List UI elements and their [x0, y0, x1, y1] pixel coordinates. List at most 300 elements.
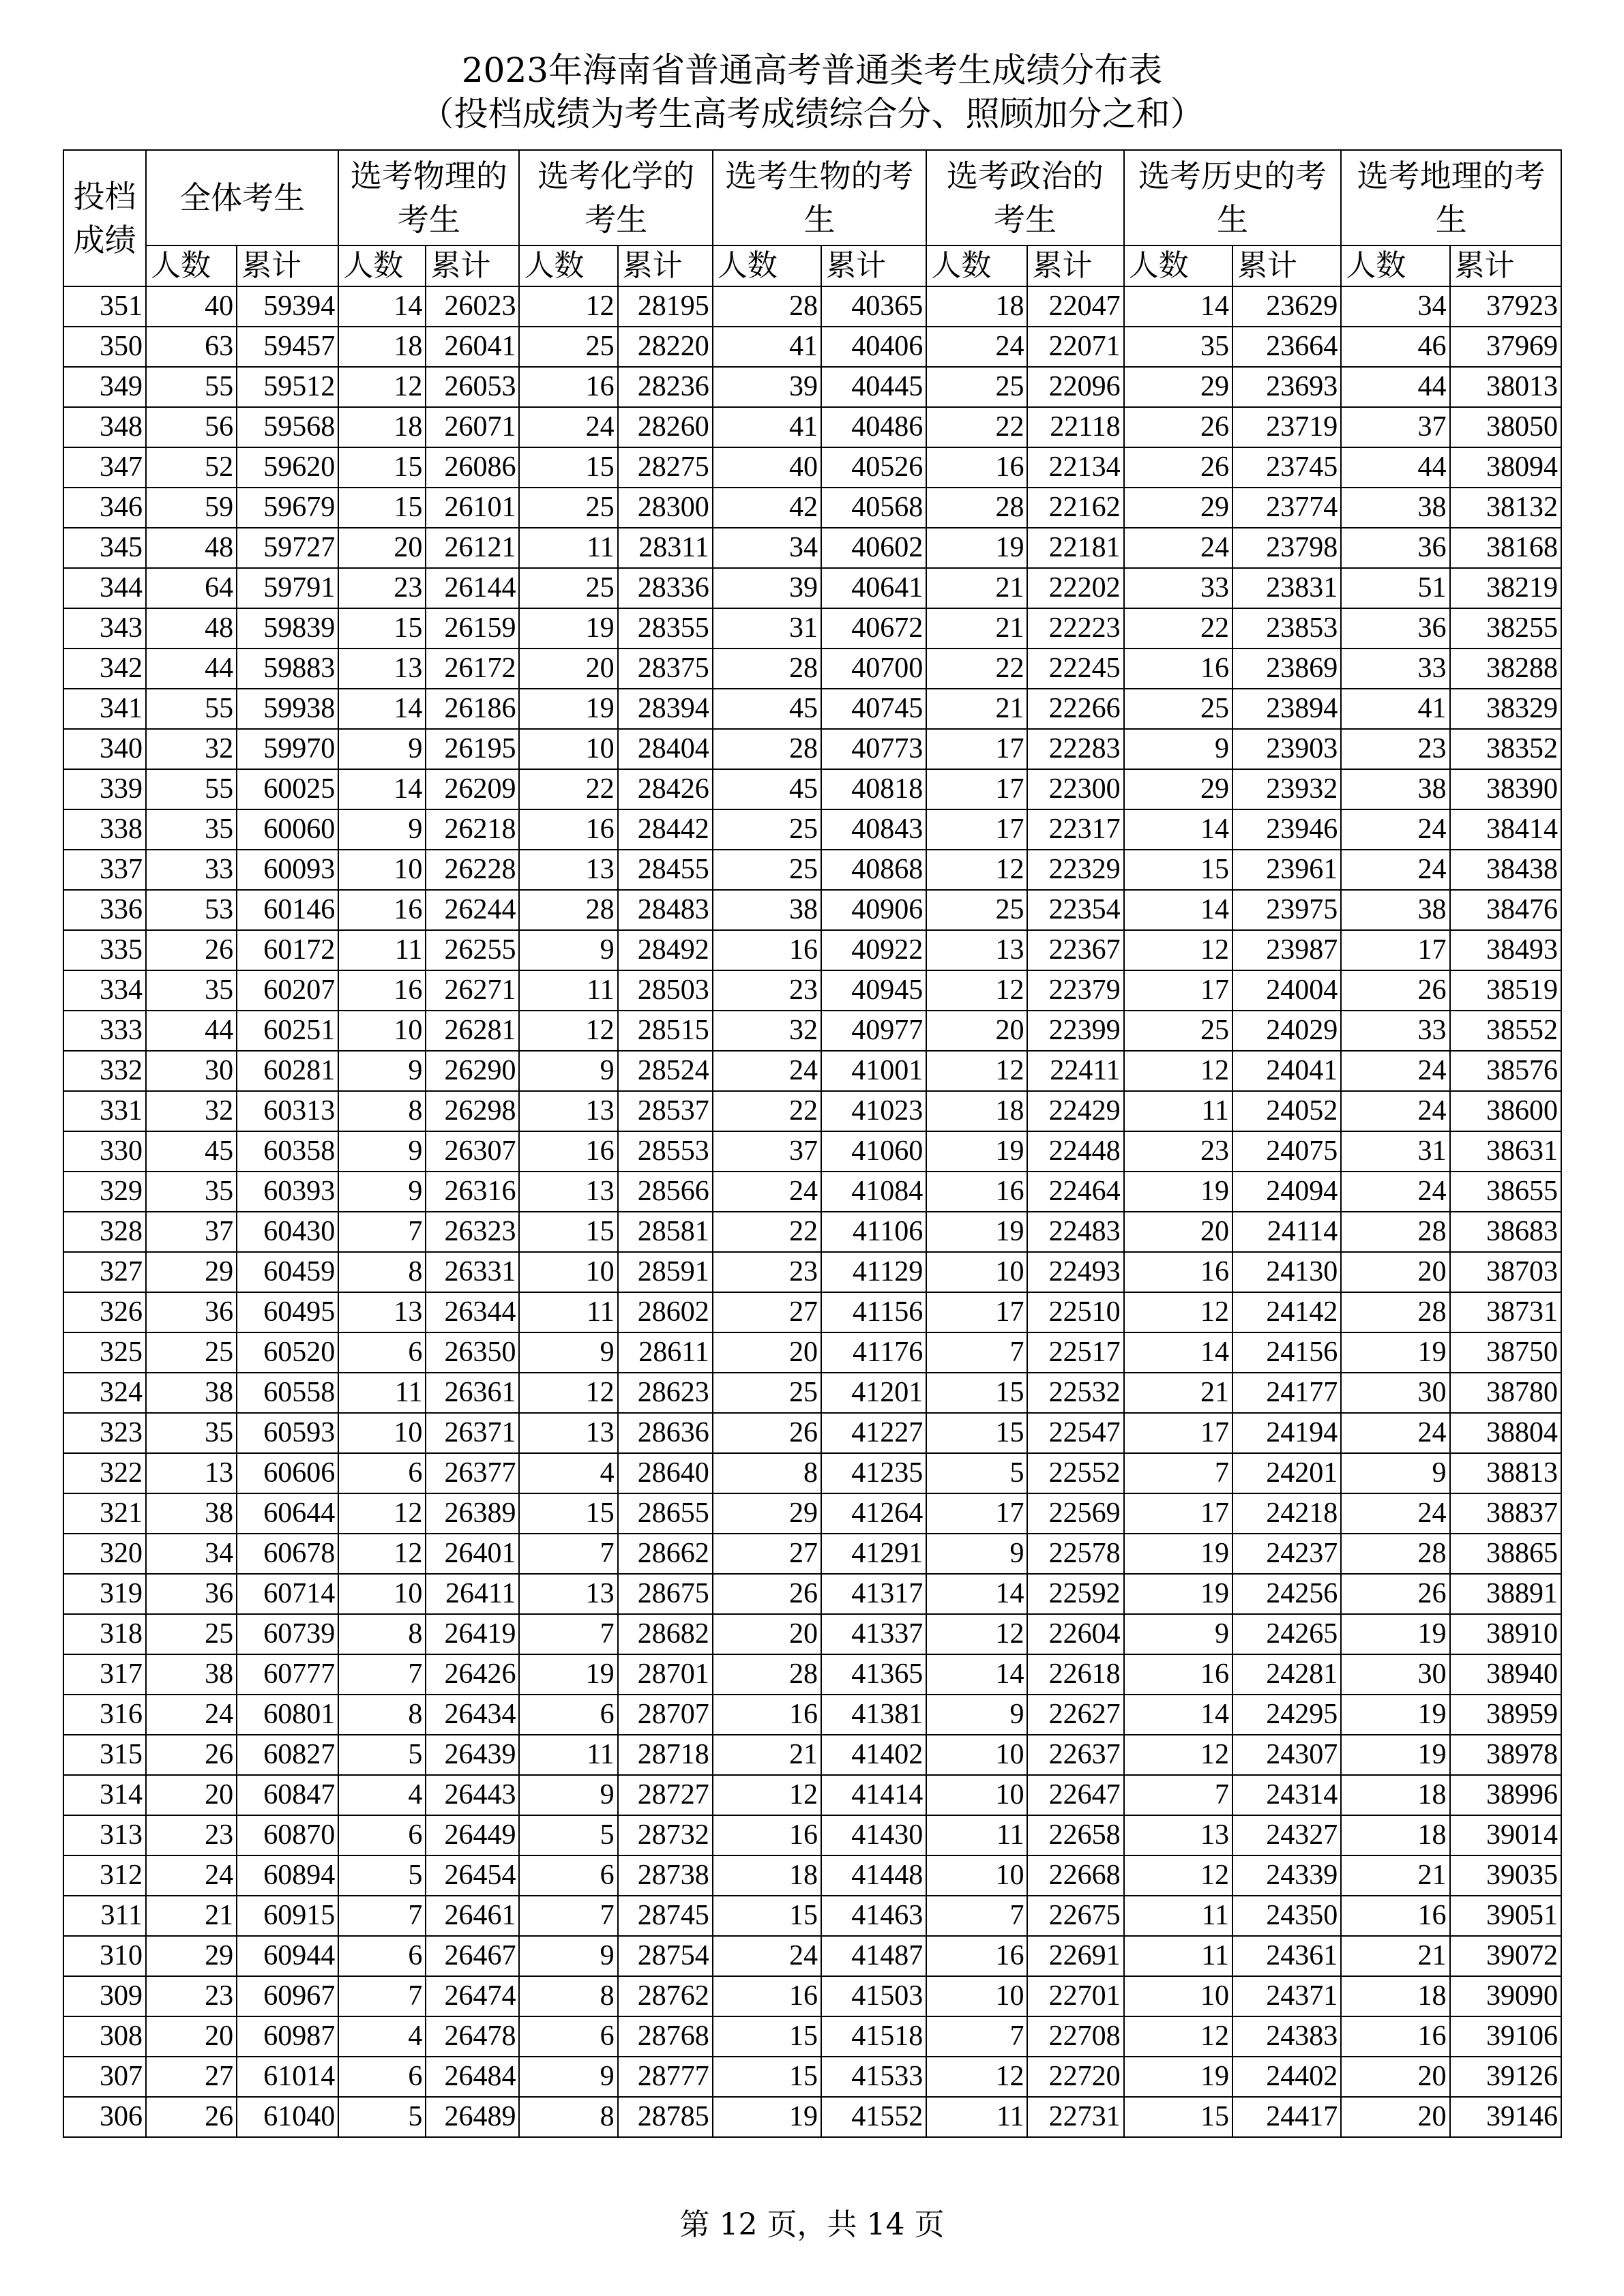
cumulative-cell: 40818	[821, 769, 926, 809]
cumulative-cell: 26298	[426, 1091, 519, 1131]
count-cell: 17	[926, 1493, 1027, 1534]
count-cell: 9	[519, 1775, 617, 1815]
cumulative-cell: 26361	[426, 1373, 519, 1413]
cumulative-cell: 41227	[821, 1413, 926, 1453]
count-cell: 19	[1341, 1614, 1449, 1654]
count-cell: 14	[338, 286, 426, 327]
cumulative-cell: 60967	[237, 1976, 338, 2016]
cumulative-cell: 26350	[426, 1332, 519, 1373]
count-cell: 45	[713, 689, 821, 729]
count-cell: 10	[926, 1976, 1027, 2016]
cumulative-cell: 22483	[1027, 1212, 1123, 1252]
cumulative-cell: 38552	[1450, 1011, 1561, 1051]
count-cell: 24	[713, 1172, 821, 1212]
cumulative-cell: 26228	[426, 850, 519, 890]
cumulative-cell: 23894	[1232, 689, 1341, 729]
cumulative-cell: 22245	[1027, 648, 1123, 689]
count-cell: 16	[926, 1172, 1027, 1212]
cumulative-cell: 59457	[237, 327, 338, 367]
count-cell: 40	[146, 286, 237, 327]
count-cell: 7	[519, 1614, 617, 1654]
count-cell: 27	[146, 2057, 237, 2097]
count-cell: 17	[926, 769, 1027, 809]
count-cell: 15	[338, 488, 426, 528]
cumulative-cell: 26172	[426, 648, 519, 689]
cumulative-cell: 22317	[1027, 809, 1123, 850]
count-cell: 12	[519, 1373, 617, 1413]
table-row	[63, 809, 1561, 850]
cumulative-cell: 41365	[821, 1654, 926, 1695]
count-cell: 28	[926, 488, 1027, 528]
cumulative-cell: 59938	[237, 689, 338, 729]
count-cell: 12	[926, 970, 1027, 1011]
table-row	[63, 1493, 1561, 1534]
header-group-politics: 选考政治的考生	[926, 150, 1123, 245]
count-cell: 18	[1341, 1775, 1449, 1815]
count-cell: 17	[926, 1292, 1027, 1332]
count-cell: 7	[1124, 1453, 1232, 1493]
cumulative-cell: 28236	[618, 367, 713, 407]
score-cell: 345	[63, 528, 146, 568]
count-cell: 20	[1341, 1252, 1449, 1292]
count-cell: 4	[519, 1453, 617, 1493]
count-cell: 16	[1341, 1896, 1449, 1936]
count-cell: 25	[519, 488, 617, 528]
header-cumulative: 累计	[426, 245, 519, 286]
count-cell: 12	[519, 1011, 617, 1051]
table-row	[63, 488, 1561, 528]
count-cell: 11	[519, 1735, 617, 1775]
footer-page-total: 14	[866, 2207, 905, 2242]
count-cell: 26	[1341, 1574, 1449, 1614]
count-cell: 23	[1341, 729, 1449, 769]
cumulative-cell: 60593	[237, 1413, 338, 1453]
count-cell: 24	[713, 1936, 821, 1976]
cumulative-cell: 38013	[1450, 367, 1561, 407]
count-cell: 16	[1124, 1654, 1232, 1695]
footer-page-number: 12	[719, 2207, 758, 2242]
count-cell: 13	[146, 1453, 237, 1493]
cumulative-cell: 41060	[821, 1131, 926, 1172]
cumulative-cell: 38390	[1450, 769, 1561, 809]
count-cell: 19	[519, 608, 617, 648]
cumulative-cell: 39090	[1450, 1976, 1561, 2016]
cumulative-cell: 22618	[1027, 1654, 1123, 1695]
cumulative-cell: 28623	[618, 1373, 713, 1413]
header-group-all: 全体考生	[146, 150, 338, 245]
cumulative-cell: 26186	[426, 689, 519, 729]
count-cell: 16	[1124, 1252, 1232, 1292]
count-cell: 22	[713, 1212, 821, 1252]
count-cell: 26	[713, 1413, 821, 1453]
cumulative-cell: 41156	[821, 1292, 926, 1332]
table-row	[63, 2016, 1561, 2057]
footer-prefix: 第	[679, 2207, 710, 2242]
count-cell: 33	[1124, 568, 1232, 608]
count-cell: 20	[713, 1332, 821, 1373]
count-cell: 24	[146, 1695, 237, 1735]
count-cell: 25	[519, 568, 617, 608]
table-row	[63, 1131, 1561, 1172]
count-cell: 17	[926, 729, 1027, 769]
count-cell: 21	[713, 1735, 821, 1775]
cumulative-cell: 28492	[618, 930, 713, 970]
cumulative-cell: 41291	[821, 1534, 926, 1574]
count-cell: 19	[926, 1131, 1027, 1172]
count-cell: 28	[519, 890, 617, 930]
cumulative-cell: 28515	[618, 1011, 713, 1051]
cumulative-cell: 26071	[426, 407, 519, 447]
table-row	[63, 648, 1561, 689]
cumulative-cell: 28442	[618, 809, 713, 850]
header-group-biology: 选考生物的考生	[713, 150, 927, 245]
count-cell: 64	[146, 568, 237, 608]
score-cell: 344	[63, 568, 146, 608]
count-cell: 23	[146, 1976, 237, 2016]
cumulative-cell: 60847	[237, 1775, 338, 1815]
table-row	[63, 2057, 1561, 2097]
table-body	[63, 286, 1561, 2137]
count-cell: 19	[1124, 1172, 1232, 1212]
cumulative-cell: 41381	[821, 1695, 926, 1735]
cumulative-cell: 22517	[1027, 1332, 1123, 1373]
cumulative-cell: 24218	[1232, 1493, 1341, 1534]
count-cell: 17	[1341, 930, 1449, 970]
count-cell: 15	[926, 1413, 1027, 1453]
count-cell: 7	[338, 1976, 426, 2016]
cumulative-cell: 24130	[1232, 1252, 1341, 1292]
cumulative-cell: 38352	[1450, 729, 1561, 769]
cumulative-cell: 59839	[237, 608, 338, 648]
cumulative-cell: 28455	[618, 850, 713, 890]
cumulative-cell: 38476	[1450, 890, 1561, 930]
count-cell: 44	[146, 648, 237, 689]
table-row	[63, 1896, 1561, 1936]
count-cell: 17	[1124, 1493, 1232, 1534]
score-cell: 322	[63, 1453, 146, 1493]
count-cell: 24	[1124, 528, 1232, 568]
cumulative-cell: 28195	[618, 286, 713, 327]
cumulative-cell: 41201	[821, 1373, 926, 1413]
cumulative-cell: 26271	[426, 970, 519, 1011]
count-cell: 7	[338, 1212, 426, 1252]
cumulative-cell: 60459	[237, 1252, 338, 1292]
cumulative-cell: 60207	[237, 970, 338, 1011]
cumulative-cell: 24052	[1232, 1091, 1341, 1131]
cumulative-cell: 28762	[618, 1976, 713, 2016]
cumulative-cell: 26331	[426, 1252, 519, 1292]
cumulative-cell: 60678	[237, 1534, 338, 1574]
cumulative-cell: 22071	[1027, 327, 1123, 367]
cumulative-cell: 26489	[426, 2097, 519, 2137]
cumulative-cell: 28718	[618, 1735, 713, 1775]
score-cell: 343	[63, 608, 146, 648]
count-cell: 16	[1341, 2016, 1449, 2057]
cumulative-cell: 26439	[426, 1735, 519, 1775]
score-cell: 349	[63, 367, 146, 407]
count-cell: 26	[146, 2097, 237, 2137]
cumulative-cell: 41264	[821, 1493, 926, 1534]
count-cell: 6	[338, 1332, 426, 1373]
score-cell: 329	[63, 1172, 146, 1212]
cumulative-cell: 26121	[426, 528, 519, 568]
cumulative-cell: 28745	[618, 1896, 713, 1936]
cumulative-cell: 26209	[426, 769, 519, 809]
count-cell: 48	[146, 608, 237, 648]
count-cell: 20	[713, 1614, 821, 1654]
cumulative-cell: 28275	[618, 447, 713, 488]
cumulative-cell: 39106	[1450, 2016, 1561, 2057]
cumulative-cell: 22118	[1027, 407, 1123, 447]
count-cell: 10	[338, 1413, 426, 1453]
table-row	[63, 367, 1561, 407]
cumulative-cell: 26023	[426, 286, 519, 327]
count-cell: 11	[1124, 1936, 1232, 1976]
cumulative-cell: 59791	[237, 568, 338, 608]
cumulative-cell: 24177	[1232, 1373, 1341, 1413]
cumulative-cell: 24265	[1232, 1614, 1341, 1654]
score-cell: 339	[63, 769, 146, 809]
count-cell: 41	[713, 327, 821, 367]
count-cell: 8	[338, 1252, 426, 1292]
page-title: 2023年海南省普通高考普通类考生成绩分布表	[461, 50, 1163, 90]
cumulative-cell: 28732	[618, 1815, 713, 1855]
score-cell: 323	[63, 1413, 146, 1453]
count-cell: 34	[1341, 286, 1449, 327]
cumulative-cell: 28655	[618, 1493, 713, 1534]
count-cell: 10	[338, 1574, 426, 1614]
table-row	[63, 890, 1561, 930]
count-cell: 28	[713, 648, 821, 689]
score-cell: 337	[63, 850, 146, 890]
cumulative-cell: 22300	[1027, 769, 1123, 809]
cumulative-cell: 41487	[821, 1936, 926, 1976]
count-cell: 12	[926, 1051, 1027, 1091]
count-cell: 13	[519, 850, 617, 890]
cumulative-cell: 38780	[1450, 1373, 1561, 1413]
table-row	[63, 1574, 1561, 1614]
table-row	[63, 769, 1561, 809]
count-cell: 59	[146, 488, 237, 528]
cumulative-cell: 41023	[821, 1091, 926, 1131]
cumulative-cell: 38329	[1450, 689, 1561, 729]
count-cell: 34	[146, 1534, 237, 1574]
cumulative-cell: 40486	[821, 407, 926, 447]
count-cell: 11	[519, 528, 617, 568]
cumulative-cell: 28611	[618, 1332, 713, 1373]
score-cell: 328	[63, 1212, 146, 1252]
score-cell: 310	[63, 1936, 146, 1976]
cumulative-cell: 26159	[426, 608, 519, 648]
cumulative-cell: 60894	[237, 1855, 338, 1896]
count-cell: 12	[926, 1614, 1027, 1654]
score-cell: 315	[63, 1735, 146, 1775]
header-count: 人数	[338, 245, 426, 286]
count-cell: 38	[146, 1493, 237, 1534]
score-cell: 351	[63, 286, 146, 327]
cumulative-cell: 59727	[237, 528, 338, 568]
score-cell: 340	[63, 729, 146, 769]
table-row	[63, 1936, 1561, 1976]
cumulative-cell: 24201	[1232, 1453, 1341, 1493]
cumulative-cell: 28768	[618, 2016, 713, 2057]
cumulative-cell: 22627	[1027, 1695, 1123, 1735]
count-cell: 10	[519, 1252, 617, 1292]
cumulative-cell: 38438	[1450, 850, 1561, 890]
cumulative-cell: 38731	[1450, 1292, 1561, 1332]
score-cell: 334	[63, 970, 146, 1011]
count-cell: 44	[1341, 447, 1449, 488]
score-cell: 342	[63, 648, 146, 689]
count-cell: 23	[338, 568, 426, 608]
cumulative-cell: 23693	[1232, 367, 1341, 407]
score-cell: 346	[63, 488, 146, 528]
cumulative-cell: 24339	[1232, 1855, 1341, 1896]
cumulative-cell: 26195	[426, 729, 519, 769]
cumulative-cell: 40406	[821, 327, 926, 367]
count-cell: 10	[926, 1735, 1027, 1775]
table-row	[63, 568, 1561, 608]
count-cell: 23	[146, 1815, 237, 1855]
count-cell: 13	[519, 1172, 617, 1212]
cumulative-cell: 38219	[1450, 568, 1561, 608]
cumulative-cell: 40641	[821, 568, 926, 608]
count-cell: 38	[1341, 769, 1449, 809]
table-row	[63, 407, 1561, 447]
count-cell: 45	[713, 769, 821, 809]
cumulative-cell: 60251	[237, 1011, 338, 1051]
cumulative-cell: 23719	[1232, 407, 1341, 447]
table-row	[63, 1695, 1561, 1735]
count-cell: 26	[713, 1574, 821, 1614]
count-cell: 15	[338, 608, 426, 648]
cumulative-cell: 40922	[821, 930, 926, 970]
count-cell: 39	[713, 568, 821, 608]
count-cell: 14	[926, 1654, 1027, 1695]
count-cell: 19	[519, 689, 617, 729]
cumulative-cell: 38750	[1450, 1332, 1561, 1373]
table-row	[63, 689, 1561, 729]
cumulative-cell: 59620	[237, 447, 338, 488]
count-cell: 11	[519, 1292, 617, 1332]
table-row	[63, 1332, 1561, 1373]
header-count: 人数	[926, 245, 1027, 286]
table-row	[63, 1011, 1561, 1051]
cumulative-cell: 41414	[821, 1775, 926, 1815]
cumulative-cell: 22592	[1027, 1574, 1123, 1614]
table-row	[63, 930, 1561, 970]
cumulative-cell: 24327	[1232, 1815, 1341, 1855]
count-cell: 21	[1341, 1855, 1449, 1896]
count-cell: 19	[1124, 1534, 1232, 1574]
cumulative-cell: 26419	[426, 1614, 519, 1654]
count-cell: 16	[519, 367, 617, 407]
count-cell: 30	[146, 1051, 237, 1091]
count-cell: 25	[926, 367, 1027, 407]
count-cell: 24	[1341, 1413, 1449, 1453]
score-cell: 319	[63, 1574, 146, 1614]
cumulative-cell: 24361	[1232, 1936, 1341, 1976]
count-cell: 52	[146, 447, 237, 488]
count-cell: 27	[713, 1534, 821, 1574]
count-cell: 16	[926, 1936, 1027, 1976]
count-cell: 9	[338, 1051, 426, 1091]
header-count: 人数	[519, 245, 617, 286]
count-cell: 19	[519, 1654, 617, 1695]
cumulative-cell: 22354	[1027, 890, 1123, 930]
count-cell: 14	[926, 1574, 1027, 1614]
cumulative-cell: 40945	[821, 970, 926, 1011]
score-cell: 308	[63, 2016, 146, 2057]
cumulative-cell: 38168	[1450, 528, 1561, 568]
score-cell: 348	[63, 407, 146, 447]
cumulative-cell: 40568	[821, 488, 926, 528]
count-cell: 28	[1341, 1292, 1449, 1332]
count-cell: 13	[926, 930, 1027, 970]
count-cell: 15	[713, 1896, 821, 1936]
cumulative-cell: 38683	[1450, 1212, 1561, 1252]
cumulative-cell: 41176	[821, 1332, 926, 1373]
header-row-subcolumns	[63, 245, 1561, 286]
count-cell: 36	[1341, 528, 1449, 568]
count-cell: 17	[1124, 1413, 1232, 1453]
header-row-groups	[63, 150, 1561, 245]
count-cell: 37	[713, 1131, 821, 1172]
cumulative-cell: 28300	[618, 488, 713, 528]
cumulative-cell: 61014	[237, 2057, 338, 2097]
score-cell: 333	[63, 1011, 146, 1051]
count-cell: 36	[146, 1292, 237, 1332]
cumulative-cell: 38813	[1450, 1453, 1561, 1493]
cumulative-cell: 24114	[1232, 1212, 1341, 1252]
cumulative-cell: 26478	[426, 2016, 519, 2057]
count-cell: 26	[146, 930, 237, 970]
count-cell: 48	[146, 528, 237, 568]
count-cell: 15	[519, 1212, 617, 1252]
count-cell: 30	[1341, 1654, 1449, 1695]
cumulative-cell: 23798	[1232, 528, 1341, 568]
count-cell: 19	[713, 2097, 821, 2137]
cumulative-cell: 28581	[618, 1212, 713, 1252]
header-group-chemistry: 选考化学的考生	[519, 150, 712, 245]
count-cell: 4	[338, 1775, 426, 1815]
count-cell: 25	[713, 850, 821, 890]
table-row	[63, 447, 1561, 488]
count-cell: 32	[146, 1091, 237, 1131]
count-cell: 4	[338, 2016, 426, 2057]
count-cell: 25	[1124, 1011, 1232, 1051]
score-cell: 350	[63, 327, 146, 367]
cumulative-cell: 22162	[1027, 488, 1123, 528]
count-cell: 18	[713, 1855, 821, 1896]
count-cell: 11	[926, 2097, 1027, 2137]
count-cell: 39	[713, 367, 821, 407]
cumulative-cell: 39146	[1450, 2097, 1561, 2137]
count-cell: 37	[146, 1212, 237, 1252]
cumulative-cell: 59970	[237, 729, 338, 769]
count-cell: 12	[713, 1775, 821, 1815]
count-cell: 15	[926, 1373, 1027, 1413]
cumulative-cell: 38910	[1450, 1614, 1561, 1654]
cumulative-cell: 23946	[1232, 809, 1341, 850]
cumulative-cell: 28785	[618, 2097, 713, 2137]
cumulative-cell: 26461	[426, 1896, 519, 1936]
count-cell: 28	[713, 1654, 821, 1695]
count-cell: 6	[338, 1453, 426, 1493]
cumulative-cell: 23774	[1232, 488, 1341, 528]
score-cell: 327	[63, 1252, 146, 1292]
cumulative-cell: 23664	[1232, 327, 1341, 367]
